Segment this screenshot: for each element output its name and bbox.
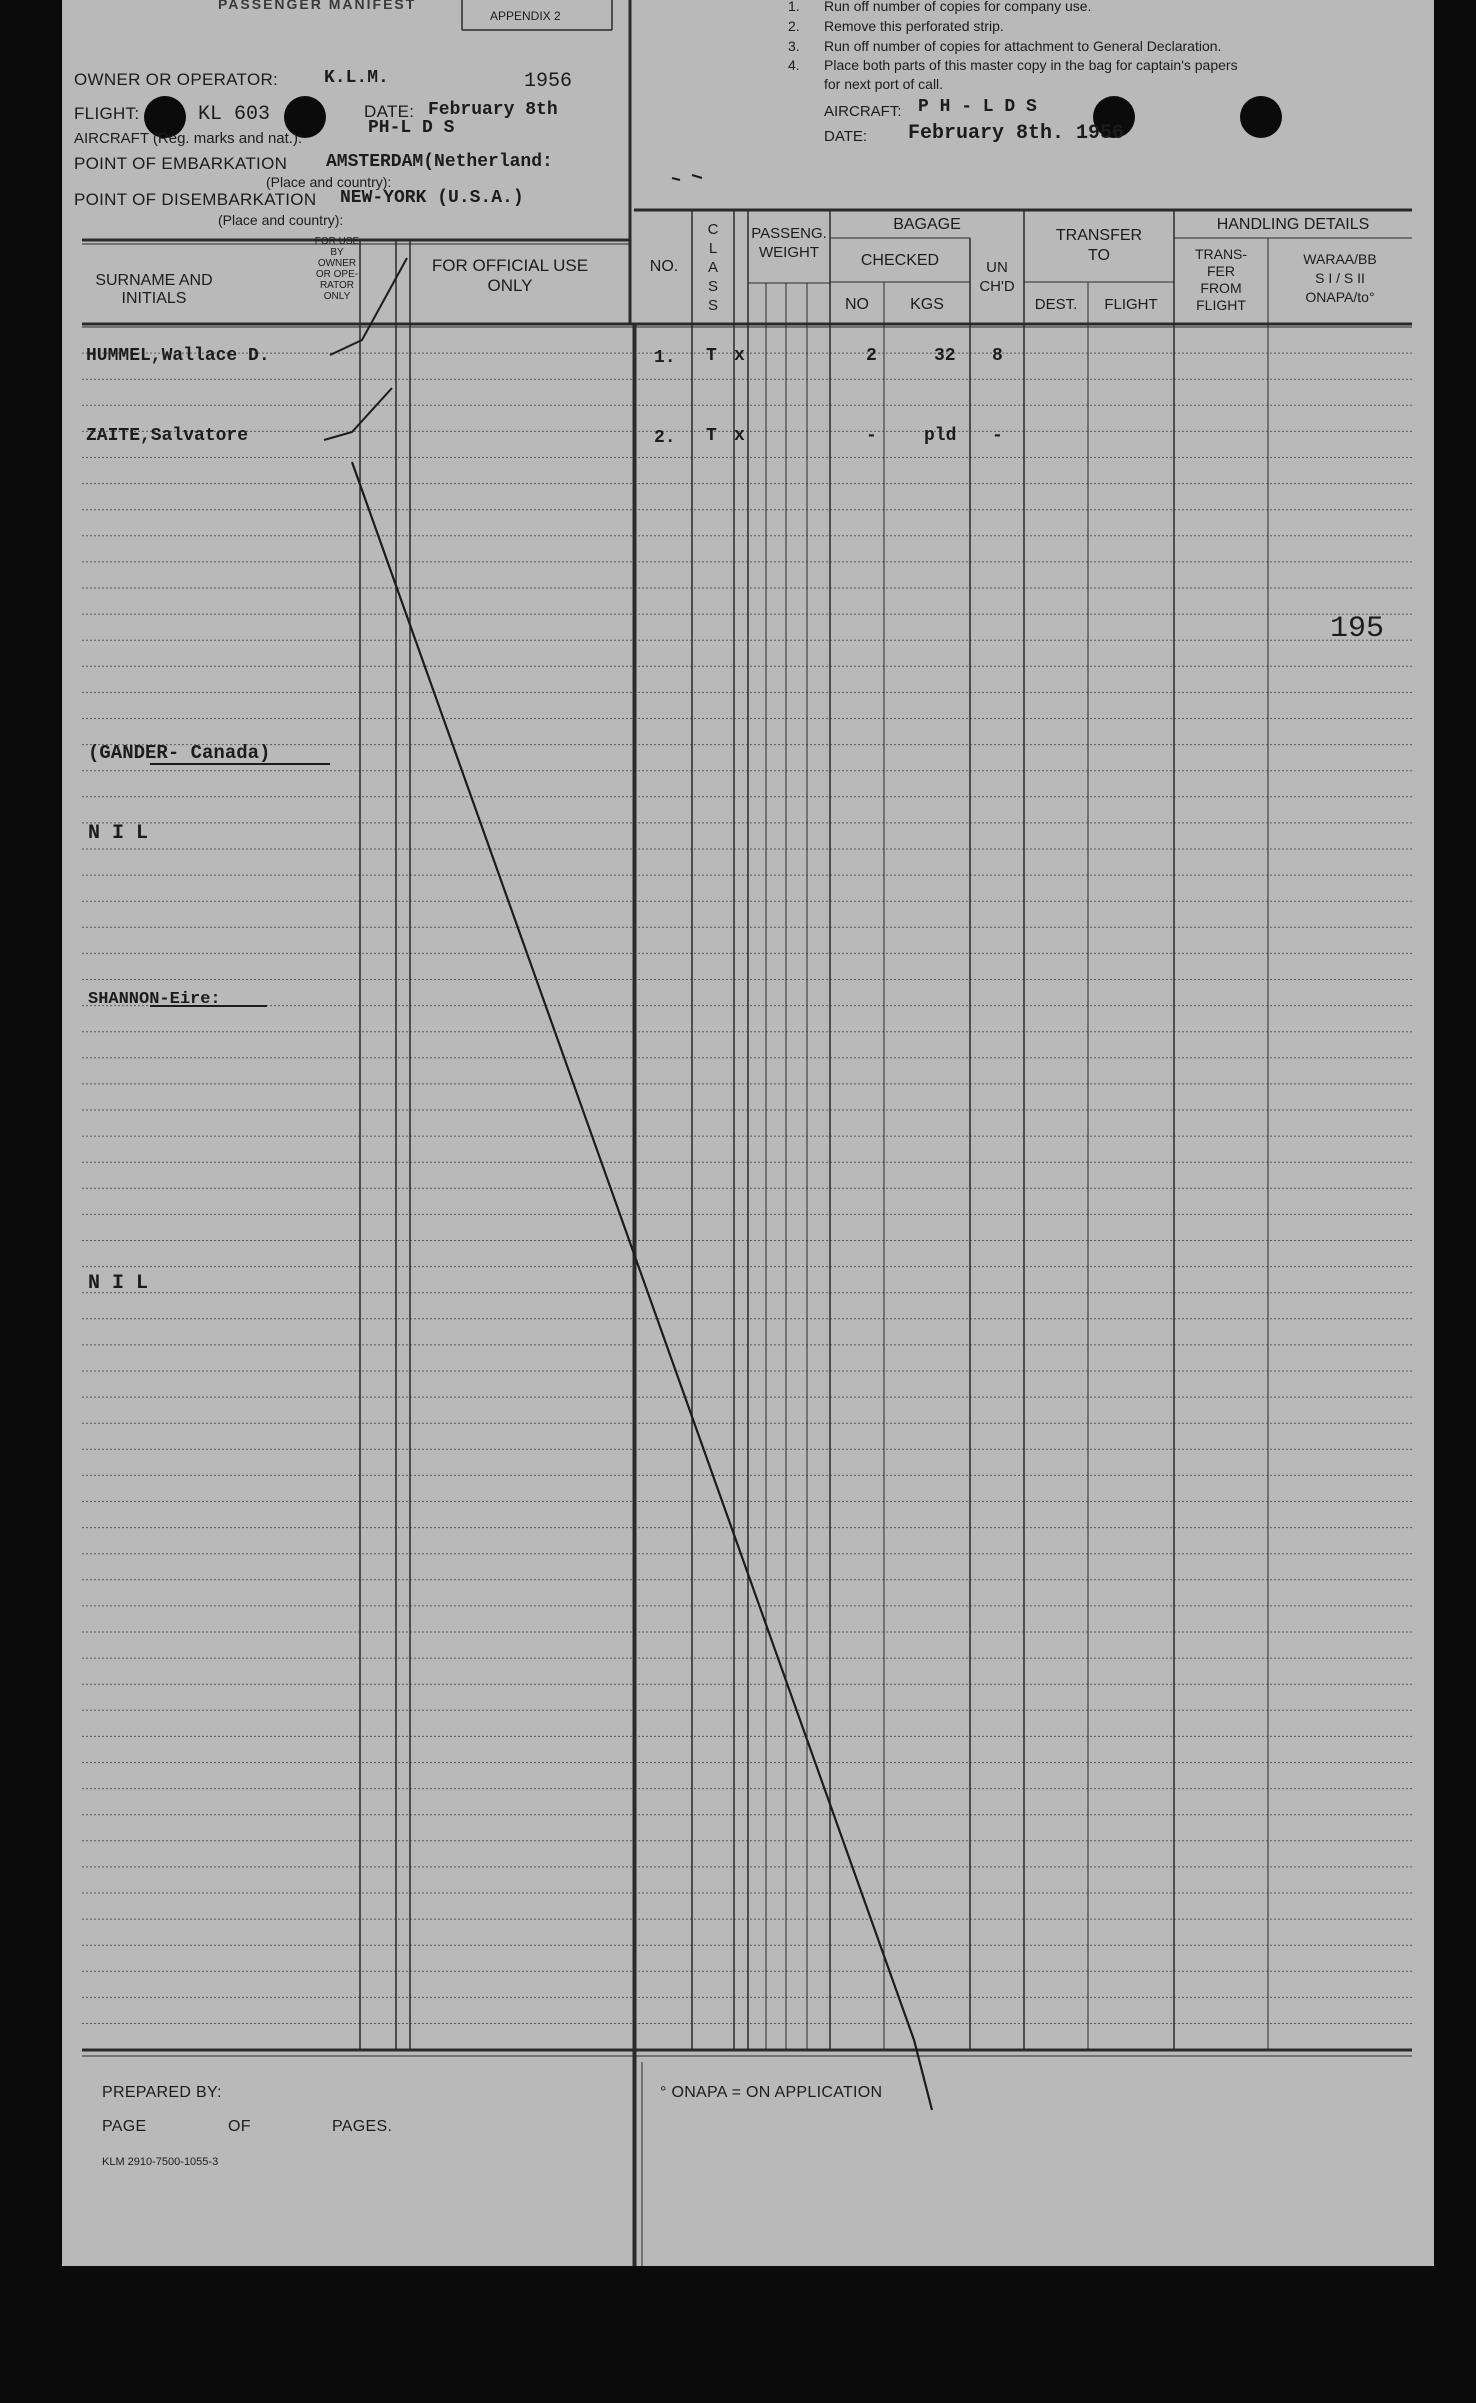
aircraft-label: AIRCRAFT (Reg. marks and nat.): <box>74 130 303 147</box>
col-surname-header: SURNAME AND INITIALS <box>95 272 213 307</box>
col-kgs-header: KGS <box>910 296 944 313</box>
col-bagage-header: BAGAGE <box>893 216 961 233</box>
flight-value: KL 603 <box>198 103 271 126</box>
col-transfer-from-header: TRANS- FER FROM FLIGHT <box>1194 246 1248 313</box>
unchecked-count: - <box>992 426 1003 446</box>
unchecked-count: 8 <box>992 346 1003 366</box>
date-value: February 8th <box>428 100 558 120</box>
col-waraa-header: WARAA/BB S I / S II ONAPA/to° <box>1303 251 1377 305</box>
passenger-name: HUMMEL,Wallace D. <box>86 346 270 366</box>
col-unchd-header: UN CH'D <box>979 259 1015 295</box>
col-no-header: NO. <box>649 258 679 275</box>
col-checked-header: CHECKED <box>860 252 940 269</box>
passenger-no: 2. <box>654 428 676 448</box>
place-country-note: (Place and country): <box>218 212 344 228</box>
stop-passengers: N I L <box>88 822 149 845</box>
stop-passengers: N I L <box>88 1272 149 1295</box>
form-number: KLM 2910-7500-1055-3 <box>102 2156 219 2168</box>
checked-kgs: pld <box>924 426 957 446</box>
col-handling-header: HANDLING DETAILS <box>1216 216 1370 233</box>
owner-label: OWNER OR OPERATOR: <box>74 70 279 89</box>
aircraft-value: PH-L D S <box>368 118 455 138</box>
date-label: DATE: <box>364 102 415 121</box>
embarkation-label: POINT OF EMBARKATION <box>74 154 288 173</box>
passenger-name: ZAITE,Salvatore <box>86 426 249 446</box>
passenger-class: T <box>706 346 717 366</box>
onapa-note: ° ONAPA = ON APPLICATION <box>660 2084 883 2101</box>
passenger-class: T <box>706 426 717 446</box>
stop-place: (GANDER- Canada) <box>88 742 271 764</box>
col-checked-no-header: NO <box>845 296 869 313</box>
right-date-value: February 8th. 1956 <box>908 122 1125 145</box>
disembarkation-value: NEW-YORK (U.S.A.) <box>340 188 524 208</box>
col-class-header: C L A S S <box>707 221 719 314</box>
year-value: 1956 <box>524 70 573 93</box>
right-aircraft-label: AIRCRAFT: <box>824 103 902 120</box>
col-weight-header: PASSENG. WEIGHT <box>751 225 827 261</box>
punch-hole <box>1240 96 1282 138</box>
passenger-weight: x <box>734 346 745 366</box>
embarkation-value: AMSTERDAM(Netherland: <box>326 152 553 172</box>
col-owner-use-header: FOR USE BY OWNER OR OPE- RATOR ONLY <box>314 236 360 302</box>
checked-kgs: 32 <box>934 346 956 366</box>
flight-label: FLIGHT: <box>74 104 140 123</box>
place-country-note: (Place and country): <box>266 174 392 190</box>
pages-label: PAGES. <box>332 2118 393 2135</box>
col-dest-header: DEST. <box>1034 296 1078 313</box>
owner-value: K.L.M. <box>324 68 389 88</box>
disembarkation-label: POINT OF DISEMBARKATION <box>74 190 317 209</box>
passenger-no: 1. <box>654 348 676 368</box>
form-rules <box>62 0 1434 2266</box>
form-title: PASSENGER MANIFEST <box>218 0 417 12</box>
appendix-label: APPENDIX 2 <box>490 9 561 23</box>
stop-place: SHANNON-Eire: <box>88 990 221 1009</box>
col-official-use-header: FOR OFFICIAL USE ONLY <box>431 256 589 295</box>
checked-count: 2 <box>866 346 877 366</box>
prepared-by-label: PREPARED BY: <box>102 2084 222 2101</box>
right-date-label: DATE: <box>824 128 868 145</box>
col-transfer-header: TRANSFER TO <box>1055 227 1143 264</box>
page-label: PAGE <box>102 2118 147 2135</box>
right-aircraft-value: P H - L D S <box>918 97 1037 117</box>
passenger-weight: x <box>734 426 745 446</box>
of-label: OF <box>228 2118 251 2135</box>
page-stamp-number: 195 <box>1330 612 1385 646</box>
checked-count: - <box>866 426 877 446</box>
col-flight-header: FLIGHT <box>1104 296 1158 313</box>
manifest-sheet: PASSENGER MANIFEST APPENDIX 2 OWNER OR OPERATOR: K.L.M. 1956 FLIGHT: KL 603 DATE: February 8th AIRCRAFT (Reg. marks and nat.): PH-L D S POINT OF EMBARKATION AMSTERDAM(Netherland: (Place and country): POINT OF DISEMBARKATION NEW-YORK (U.S.A.) (Place and country): 1. Run off number of copies for company use. 2. Remove this perforated strip. 3. Run off number of copies for attachment to General Declaration. 4. Place both parts of this master copy in the bag for captain's papers for next port of call. AIRCRAFT: P H - L D S DATE: February 8th. 1956 SURNAME AND INITIALS FOR USE BY OWNER OR OPE- RATOR ONLY FOR OFFICIAL USE ONLY NO. C L A S S PASSENG. WEIGHT BAGAGE CHECKED NO KGS UN CH'D TRANSFER TO DEST. FLIGHT HANDLING DETAILS TRANS- FER FROM FLIGHT WARAA/BB S I / S II ONAPA/to° HUMMEL,Wallace D. 1. T x 2 32 8 ZAITE,Salvatore 2. T x - pld - 195 (GANDER- Canada) N I L SHANNON-Eire: N I L PREPARED BY: PAGE OF PAGES. KLM 2910-7500-1055-3 ° ONAPA = ON APPLICATION <box>62 0 1434 2266</box>
